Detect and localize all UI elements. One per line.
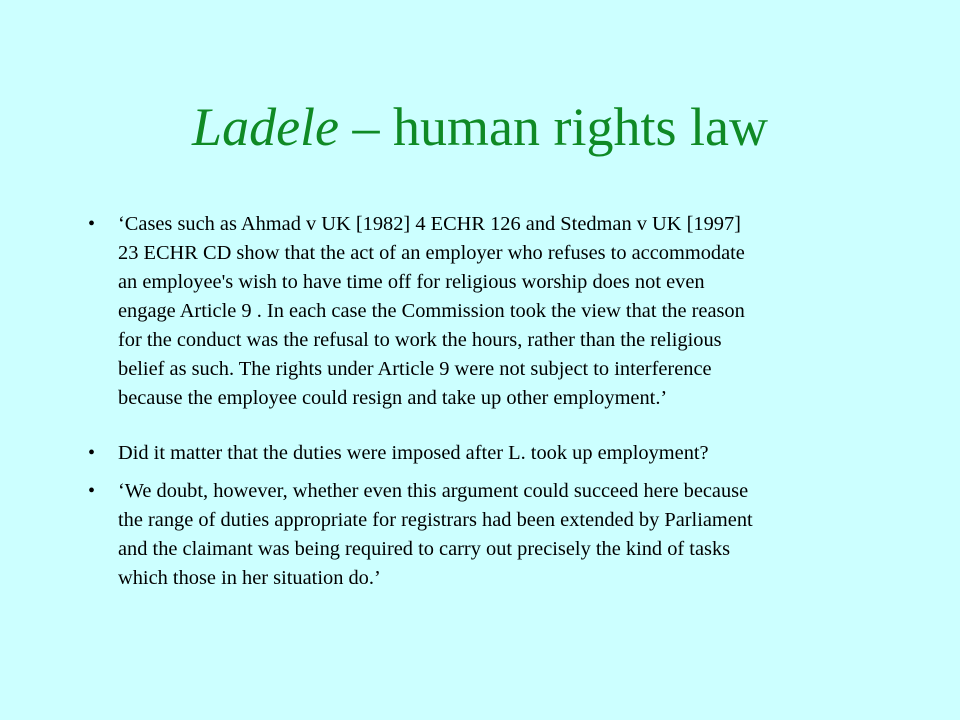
title-subject: – human rights law (339, 97, 768, 157)
bullet-text: ‘We doubt, however, whether even this argument could succeed here because the range of duties appropriate for registrars had been extended by Parliament and the claimant was being required to carry out precisely the kind of tasks which those in her situation do.’ (118, 480, 753, 589)
bullet-item-quote-cases (88, 210, 878, 413)
bullet-item-quote-doubt (88, 477, 878, 593)
bullet-list (88, 210, 878, 593)
title-case-name: Ladele (192, 97, 340, 157)
bullet-text: ‘Cases such as Ahmad v UK [1982] 4 ECHR 126 and Stedman v UK [1997] 23 ECHR CD show that the act of an employer who refuses to accommodate an employee's wish to have time off for religious worship does not even engage Article 9 . In each case the Commission took the view that the reason for the conduct was the refusal to work the hours, rather than the religious belief as such. The rights under Article 9 were not subject to interference because the employee could resign and take up other employment.’ (118, 213, 745, 409)
bullet-icon: • (88, 480, 96, 502)
bullet-text: Did it matter that the duties were imposed after L. took up employment? (118, 442, 709, 464)
bullet-icon: • (88, 213, 96, 235)
slide-title (0, 92, 960, 162)
bullet-icon: • (88, 442, 96, 464)
bullet-item-question (88, 439, 878, 468)
